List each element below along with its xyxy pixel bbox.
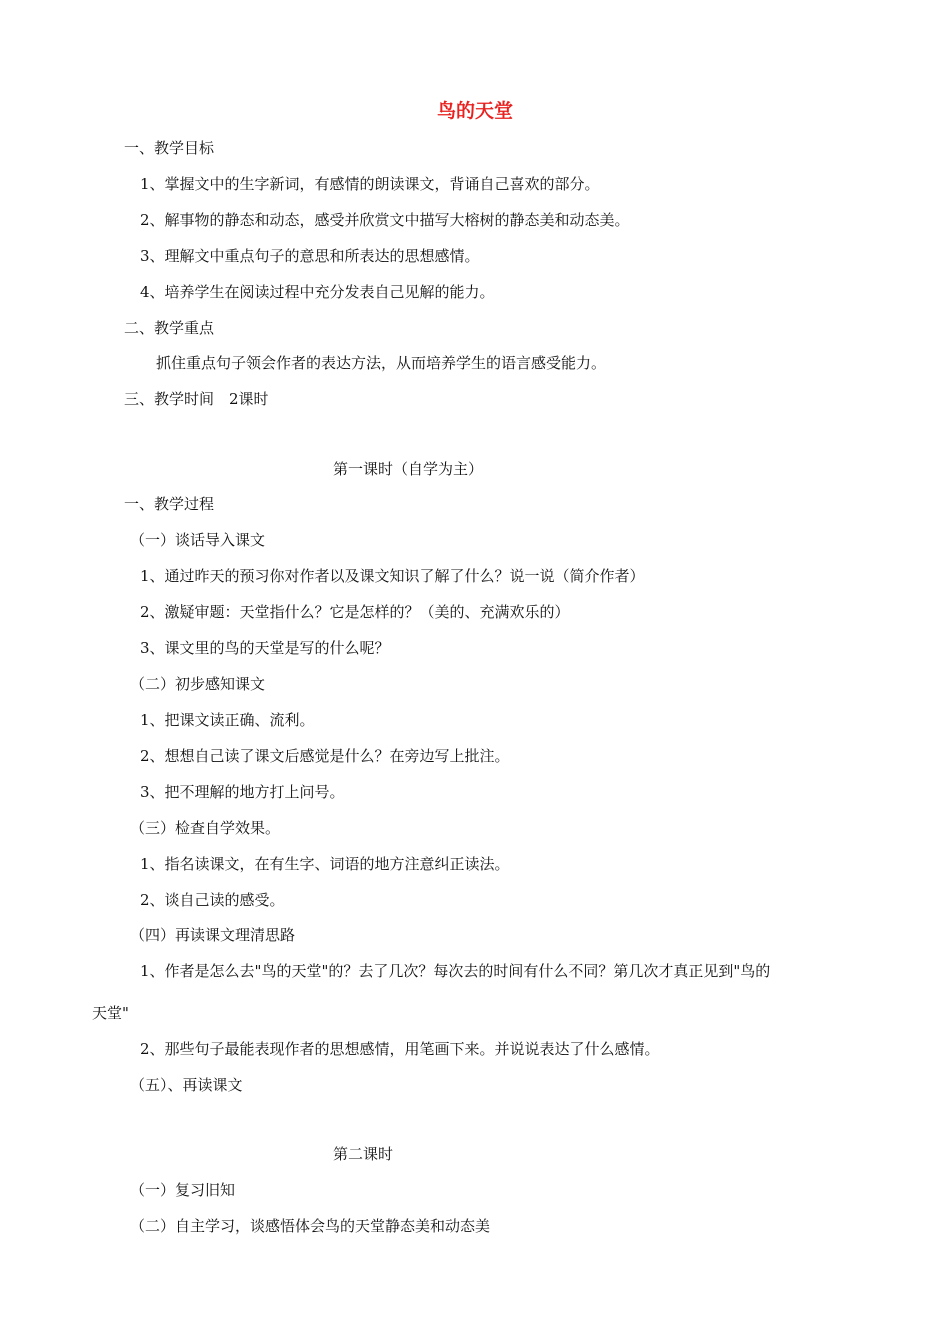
lesson2-heading: 第二课时 bbox=[333, 1145, 394, 1163]
time-heading: 三、教学时间 2课时 bbox=[124, 390, 269, 408]
goal-item: 3、理解文中重点句子的意思和所表达的思想感情。 bbox=[140, 247, 480, 265]
process-heading: 一、教学过程 bbox=[124, 495, 215, 513]
list-item: 2、那些句子最能表现作者的思想感情，用笔画下来。并说说表达了什么感情。 bbox=[140, 1040, 660, 1058]
list-item: 1、把课文读正确、流利。 bbox=[140, 711, 315, 729]
goal-item: 4、培养学生在阅读过程中充分发表自己见解的能力。 bbox=[140, 283, 495, 301]
section-heading: （二）初步感知课文 bbox=[130, 675, 266, 693]
focus-text: 抓住重点句子领会作者的表达方法，从而培养学生的语言感受能力。 bbox=[156, 354, 607, 372]
list-item: 1、作者是怎么去"鸟的天堂"的？去了几次？每次去的时间有什么不同？第几次才真正见到"鸟的 bbox=[140, 962, 771, 980]
document-title: 鸟的天堂 bbox=[436, 100, 513, 122]
goals-heading: 一、教学目标 bbox=[124, 139, 215, 157]
list-item: 2、想想自己读了课文后感觉是什么？在旁边写上批注。 bbox=[140, 747, 510, 765]
list-item: 2、激疑审题：天堂指什么？它是怎样的？（美的、充满欢乐的） bbox=[140, 603, 570, 621]
section-heading: （二）自主学习，谈感悟体会鸟的天堂静态美和动态美 bbox=[130, 1217, 491, 1235]
section-heading: （五）、再读课文 bbox=[130, 1076, 243, 1094]
goal-item: 1、掌握文中的生字新词，有感情的朗读课文，背诵自己喜欢的部分。 bbox=[140, 175, 600, 193]
section-heading: （三）检查自学效果。 bbox=[130, 819, 281, 837]
list-item: 1、通过昨天的预习你对作者以及课文知识了解了什么？说一说（简介作者） bbox=[140, 567, 645, 585]
goal-item: 2、解事物的静态和动态，感受并欣赏文中描写大榕树的静态美和动态美。 bbox=[140, 211, 630, 229]
section-heading: （四）再读课文理清思路 bbox=[130, 926, 296, 944]
lesson1-heading: 第一课时（自学为主） bbox=[333, 460, 484, 478]
list-item-continuation: 天堂" bbox=[92, 1004, 129, 1022]
list-item: 2、谈自己读的感受。 bbox=[140, 891, 285, 909]
focus-heading: 二、教学重点 bbox=[124, 319, 215, 337]
list-item: 3、把不理解的地方打上问号。 bbox=[140, 783, 345, 801]
section-heading: （一）谈话导入课文 bbox=[130, 531, 266, 549]
list-item: 3、课文里的鸟的天堂是写的什么呢？ bbox=[140, 639, 390, 657]
list-item: 1、指名读课文，在有生字、词语的地方注意纠正读法。 bbox=[140, 855, 510, 873]
section-heading: （一）复习旧知 bbox=[130, 1181, 236, 1199]
